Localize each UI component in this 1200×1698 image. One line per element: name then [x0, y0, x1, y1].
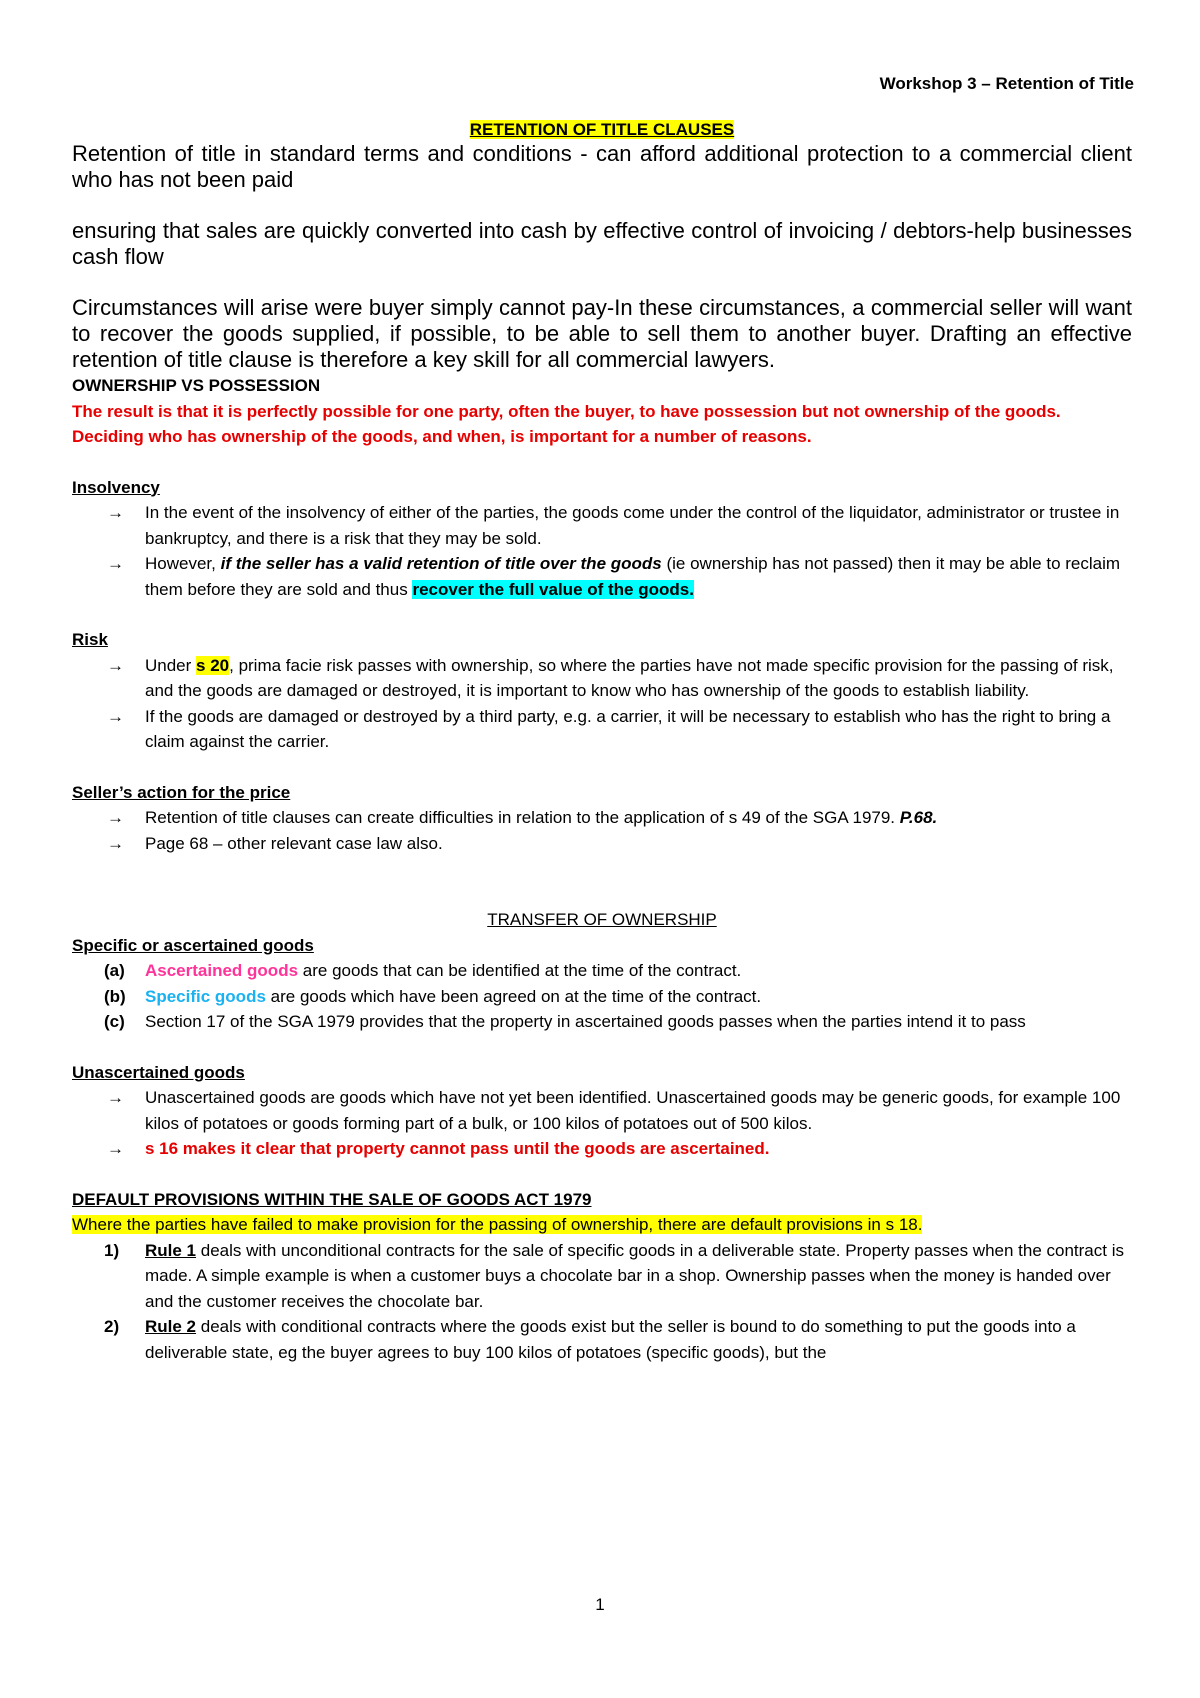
paragraph-circumstances: Circumstances will arise were buyer simply cannot pay-In these circumstances, a commercial seller will want to recover the goods supplied, if possible, to be able to sell them to another buyer. Drafting an effective retention of title clause is therefore a key skill for all commercial lawyers. — [72, 295, 1132, 372]
arrow-icon: → — [107, 554, 124, 573]
list-item: (c) Section 17 of the SGA 1979 provides that the property in ascertained goods passes when the parties intend it to pass — [104, 1012, 1026, 1031]
list-item: (b) Specific goods are goods which have been agreed on at the time of the contract. — [104, 986, 762, 1006]
list-item: → Page 68 – other relevant case law also. — [72, 831, 1132, 857]
section-title-retention: RETENTION OF TITLE CLAUSES — [469, 120, 735, 139]
seller-action-list — [72, 805, 1132, 856]
ownership-red-text: The result is that it is perfectly possible for one party, often the buyer, to have possession but not ownership of the goods. Deciding who has ownership of the goods, and when, is important for a number of reasons. — [72, 401, 1061, 446]
arrow-icon: → — [107, 1088, 124, 1107]
list-item: → If the goods are damaged or destroyed by a third party, e.g. a carrier, it will be necessary to establish who has the right to bring a claim against the carrier. — [72, 704, 1132, 755]
arrow-icon: → — [107, 655, 124, 675]
page-number: 1 — [595, 1595, 605, 1614]
arrow-icon: → — [107, 503, 124, 522]
list-item: → In the event of the insolvency of either of the parties, the goods come under the control of the liquidator, administrator or trustee in bankruptcy, and there is a risk that they may be sold. — [72, 500, 1132, 551]
arrow-icon: → — [107, 1139, 124, 1158]
list-item: → However, if the seller has a valid retention of title over the goods (ie ownership has not passed) then it may be able to reclaim them before they are sold and thus recover the full value of the goods. — [72, 551, 1132, 602]
page-header: Workshop 3 – Retention of Title — [879, 74, 1134, 93]
paragraph-cash-flow: ensuring that sales are quickly converted into cash by effective control of invoicing / debtors-help businesses cash flow — [72, 218, 1132, 269]
list-item: → Unascertained goods are goods which have not yet been identified. Unascertained goods may be generic goods, for example 100 kilos of potatoes or goods forming part of a bulk, or 100 kilos of potatoes out of 500 kilos. — [72, 1085, 1132, 1136]
list-item: → s 16 makes it clear that property cannot pass until the goods are ascertained. — [72, 1136, 1132, 1162]
insolvency-list — [72, 500, 1132, 602]
document-page — [72, 119, 1132, 1365]
heading-risk: Risk — [72, 630, 108, 649]
heading-sellers-action: Seller’s action for the price — [72, 782, 291, 802]
risk-list — [72, 653, 1132, 755]
heading-insolvency: Insolvency — [72, 477, 160, 497]
list-item: (a) Ascertained goods are goods that can be identified at the time of the contract. — [104, 961, 742, 980]
default-rules-list — [72, 1238, 1132, 1366]
specific-goods-list — [72, 958, 1132, 1035]
list-item: 1) Rule 1 deals with unconditional contracts for the sale of specific goods in a deliverable state. Property passes when the contract is made. A simple example is when a customer buys a chocolate bar in a shop. Ownership passes when the money is handed over and the customer receives the chocolate bar. — [104, 1240, 1124, 1311]
heading-unascertained-goods: Unascertained goods — [72, 1062, 245, 1082]
list-item: → Retention of title clauses can create difficulties in relation to the application of s 49 of the SGA 1979. P.68. — [72, 805, 1132, 831]
unascertained-list — [72, 1085, 1132, 1162]
arrow-icon: → — [107, 808, 124, 827]
section-title-transfer: TRANSFER OF OWNERSHIP — [487, 910, 717, 929]
list-item: 2) Rule 2 deals with conditional contracts where the goods exist but the seller is bound to do something to put the goods into a deliverable state, eg the buyer agrees to buy 100 kilos of potatoes (specific goods), but the — [104, 1317, 1076, 1362]
list-item: → Under s 20, prima facie risk passes with ownership, so where the parties have not made specific provision for the passing of risk, and the goods are damaged or destroyed, it is important to know who has ownership of the goods to establish liability. — [72, 653, 1132, 704]
paragraph-retention-intro: Retention of title in standard terms and conditions - can afford additional protection to a commercial client who has not been paid — [72, 141, 1132, 192]
heading-ownership-vs-possession: OWNERSHIP VS POSSESSION — [72, 376, 321, 395]
arrow-icon: → — [107, 833, 124, 853]
highlight-full-value: recover the full value of the goods. — [412, 579, 694, 599]
highlight-s20: s 20 — [196, 655, 230, 675]
arrow-icon: → — [107, 706, 124, 726]
heading-specific-goods: Specific or ascertained goods — [72, 935, 314, 955]
heading-default-provisions: DEFAULT PROVISIONS WITHIN THE SALE OF GOODS ACT 1979 — [72, 1189, 592, 1209]
default-intro: Where the parties have failed to make provision for the passing of ownership, there are default provisions in s 18. — [72, 1215, 923, 1234]
